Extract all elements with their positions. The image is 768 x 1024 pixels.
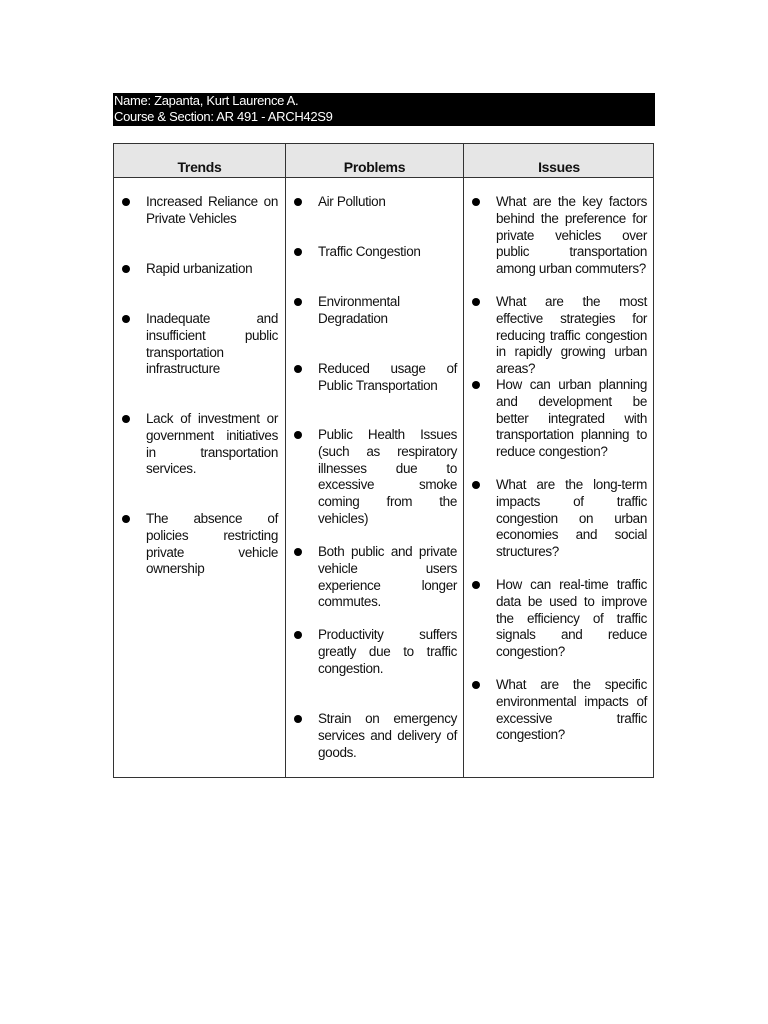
issue-item: How can real-time traffic data be used to improve the efficiency of traffic signals and reduce congestion? <box>496 577 647 660</box>
trend-item: Rapid urbanization <box>146 261 253 276</box>
issue-item: How can urban planning and development be better integrated with transportation planning to reduce congestion? <box>496 377 647 460</box>
column-header-problems: Problems <box>343 159 406 175</box>
bullet-icon <box>294 431 302 439</box>
column-header-trends: Trends <box>177 159 222 175</box>
issue-item: What are the most effective strategies for reducing traffic congestion in rapidly growing urban areas? <box>496 294 647 377</box>
course-section: Course & Section: AR 491 - ARCH42S9 <box>114 109 333 124</box>
trend-item: The absence of policies restricting private vehicle ownership <box>146 511 278 577</box>
problem-item: Air Pollution <box>318 194 386 209</box>
problem-item: Both public and private vehicle users experience longer commutes. <box>318 544 457 610</box>
bullet-icon <box>122 515 130 523</box>
bullet-icon <box>472 198 480 206</box>
bullet-icon <box>294 715 302 723</box>
issue-item: What are the specific environmental impacts of excessive traffic congestion? <box>496 677 647 743</box>
trend-item: Lack of investment or government initiatives in transportation services. <box>146 411 278 477</box>
student-name: Name: Zapanta, Kurt Laurence A. <box>114 93 299 108</box>
trend-item: Increased Reliance on Private Vehicles <box>146 194 278 226</box>
bullet-icon <box>122 198 130 206</box>
bullet-icon <box>294 548 302 556</box>
column-header-issues: Issues <box>538 159 580 175</box>
bullet-icon <box>122 315 130 323</box>
issue-item: What are the long-term impacts of traffic congestion on urban economies and social structures? <box>496 477 647 560</box>
problem-item: Traffic Congestion <box>318 244 421 259</box>
bullet-icon <box>472 298 480 306</box>
problem-item: Strain on emergency services and delivery of goods. <box>318 711 457 760</box>
issue-item: What are the key factors behind the preference for private vehicles over public transportation among urban commuters? <box>496 194 647 277</box>
trend-item: Inadequate and insufficient public transportation infrastructure <box>146 311 278 377</box>
bullet-icon <box>472 581 480 589</box>
bullet-icon <box>294 248 302 256</box>
problem-item: Productivity suffers greatly due to traffic congestion. <box>318 627 457 676</box>
bullet-icon <box>472 681 480 689</box>
bullet-icon <box>294 365 302 373</box>
trends-problems-issues-table <box>113 143 654 778</box>
bullet-icon <box>122 415 130 423</box>
student-info-header <box>113 93 655 126</box>
bullet-icon <box>472 381 480 389</box>
bullet-icon <box>294 198 302 206</box>
problem-item: Reduced usage of Public Transportation <box>318 361 457 393</box>
column-divider <box>463 144 464 777</box>
problem-item: Environmental Degradation <box>318 294 400 326</box>
bullet-icon <box>472 481 480 489</box>
problem-item: Public Health Issues (such as respiratory illnesses due to excessive smoke coming from the vehicles) <box>318 427 457 526</box>
bullet-icon <box>294 298 302 306</box>
bullet-icon <box>122 265 130 273</box>
column-divider <box>285 144 286 777</box>
bullet-icon <box>294 631 302 639</box>
